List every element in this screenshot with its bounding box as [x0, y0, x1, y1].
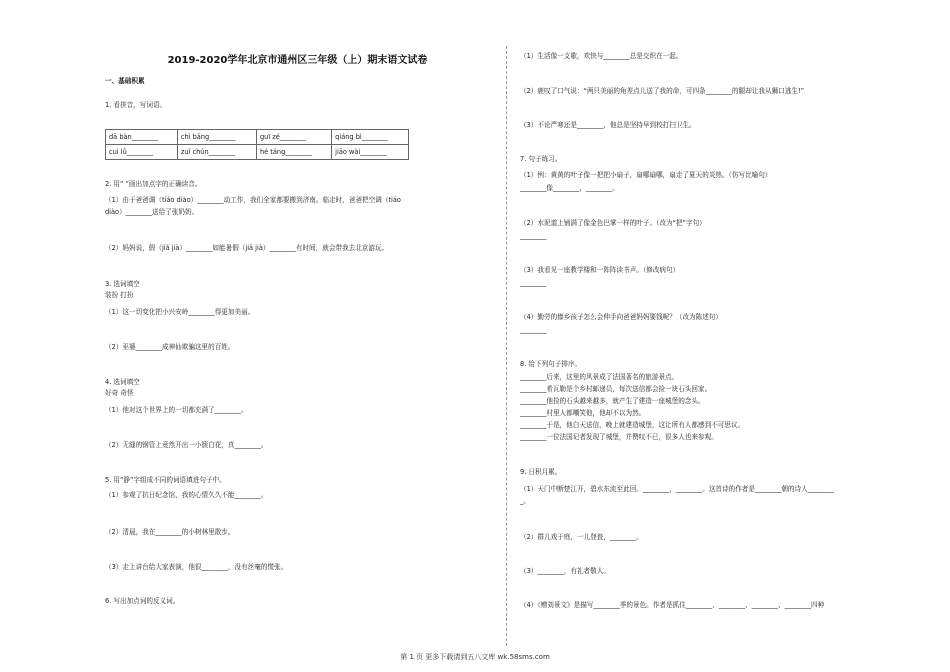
q2-sentence-1a: （1）由于爸爸调（tiáo diào）________动工作，我们全家都要搬到济南。临走时，爸爸把空调（tiáo [105, 196, 401, 204]
q5-sentence-3: （3）走上讲台给大家表演，他很________，没有丝毫的慌张。 [105, 563, 288, 571]
table-cell: qiáng bì________ [332, 130, 409, 145]
q7-sentence-1-answer: ________像________，________。 [520, 184, 619, 192]
table-row [106, 130, 409, 145]
q4-sentence-2: （2）无缝的钢管上竟然开出一小簇白花，真________。 [105, 441, 268, 449]
q8-stem: 8. 给下列句子排序。 [520, 360, 582, 368]
answer-blank: ________ [520, 232, 547, 240]
table-cell: chì bǎng________ [177, 130, 256, 145]
table-row [106, 145, 409, 160]
page-title: 2019-2020学年北京市通州区三年级（上）期末语文试卷 [167, 55, 428, 66]
answer-blank: ________ [520, 326, 547, 334]
section-heading: 一、基础积累 [105, 77, 145, 85]
table-cell: dā bàn________ [106, 130, 178, 145]
q1-stem: 1. 看拼音，写词语。 [105, 101, 167, 109]
answer-blank: ________ [520, 279, 547, 287]
q8-line: ________村里人都嘲笑他，他却不以为然。 [520, 409, 646, 417]
q2-sentence-1b: diào）________送给了张奶奶。 [105, 208, 199, 216]
q2-sentence-2: （2）妈妈说，假（jiǎ jià）________如能暑假（jiǎ jià）________有时间，就会带我去北京游玩。 [105, 244, 389, 252]
q8-line: ________一位法国记者发现了城堡，并赞叹不已，很多人也来参观。 [520, 433, 718, 441]
table-cell: guī zé________ [256, 130, 331, 145]
q4-words: 好奇 奇怪 [105, 389, 134, 397]
q5-sentence-1: （1）参观了抗日纪念馆，我的心情久久不能________。 [105, 491, 268, 499]
q7-sentence-3: （3）我看见一座教学楼和一阵阵读书声。（修改病句） [520, 266, 680, 274]
q9-sentence-3: （3）________，有礼者敬人。 [520, 567, 610, 575]
q9-sentence-1-cont: _。 [520, 497, 530, 505]
q4-stem: 4. 选词填空 [105, 378, 140, 386]
table-cell: hé táng________ [256, 145, 331, 160]
q6-sentence-2: （2）鹿叹了口气说：“两只美丽的角差点儿送了我的命，可四条________的腿却让我从狮口逃生!” [520, 87, 805, 95]
q7-sentence-2: （2）水泥道上铺满了像金色巴掌一样的叶子。（改为“把”字句） [520, 219, 706, 227]
q3-sentence-2: （2）巫婆________成神仙欺骗这里的百姓。 [105, 343, 235, 351]
q9-sentence-1: （1）天门中断楚江开，碧水东流至此回。________，________。这首诗的作者是________朝的诗人________ [520, 485, 835, 493]
q7-sentence-1: （1）例：黄黄的叶子像一把把小扇子，扇哪扇哪，扇走了夏天的炎热。（仿写比喻句） [520, 171, 772, 179]
table-cell: jiāo wài________ [332, 145, 409, 160]
q5-sentence-2: （2）清晨，我在________的小树林里散步。 [105, 528, 235, 536]
q3-words: 装扮 打扮 [105, 291, 134, 299]
q4-sentence-1: （1）他对这个世界上的一切都充满了________。 [105, 406, 248, 414]
page-footer: 第 1 页 更多下载请到五八文库 wk.58sms.com [400, 653, 550, 661]
q8-line: ________于是，他白天送信，晚上就建造城堡，这让所有人都感到不可思议。 [520, 421, 745, 429]
q7-stem: 7. 句子练习。 [520, 155, 562, 163]
q5-stem: 5. 用“静”字组成不同的词语填进句子中。 [105, 476, 226, 484]
q9-sentence-2: （2）群儿戏于庭，一儿登瓮，________。 [520, 533, 643, 541]
q3-sentence-1: （1）这一切变化把小兴安岭________得更加美丽。 [105, 308, 255, 316]
q8-line: ________他捡的石头越来越多，就产生了建造一座城堡的念头。 [520, 397, 705, 405]
q6-sentence-3: （3）不论严寒还是________，他总是坚持早到校打扫卫生。 [520, 121, 696, 129]
q8-line: ________后来，这里的风景成了法国著名的旅游景点。 [520, 373, 679, 381]
column-divider [506, 46, 507, 646]
q3-stem: 3. 选词填空 [105, 280, 140, 288]
q9-sentence-4: （4）《赠刘景文》是描写________季的景色。作者是抓住________、________、________、________四种 [520, 601, 825, 609]
table-cell: cuì lǜ________ [106, 145, 178, 160]
table-cell: zuǐ chún________ [177, 145, 256, 160]
q2-stem: 2. 用“ ”画出加点字的正确读音。 [105, 180, 202, 188]
q9-stem: 9. 日积月累。 [520, 468, 562, 476]
q6-sentence-1: （1）生活像一支歌，欢快与________总是交织在一起。 [520, 52, 683, 60]
pinyin-table [105, 129, 409, 160]
q6-stem: 6. 写出加点词的反义词。 [105, 597, 180, 605]
q7-sentence-4: （4）勤劳的傣乡孩子怎么会伸手向爸爸妈妈要钱呢？（改为陈述句） [520, 313, 723, 321]
q8-line: ________希瓦勒是个乡村邮递员，每次送信都会捡一块石头回家。 [520, 385, 712, 393]
